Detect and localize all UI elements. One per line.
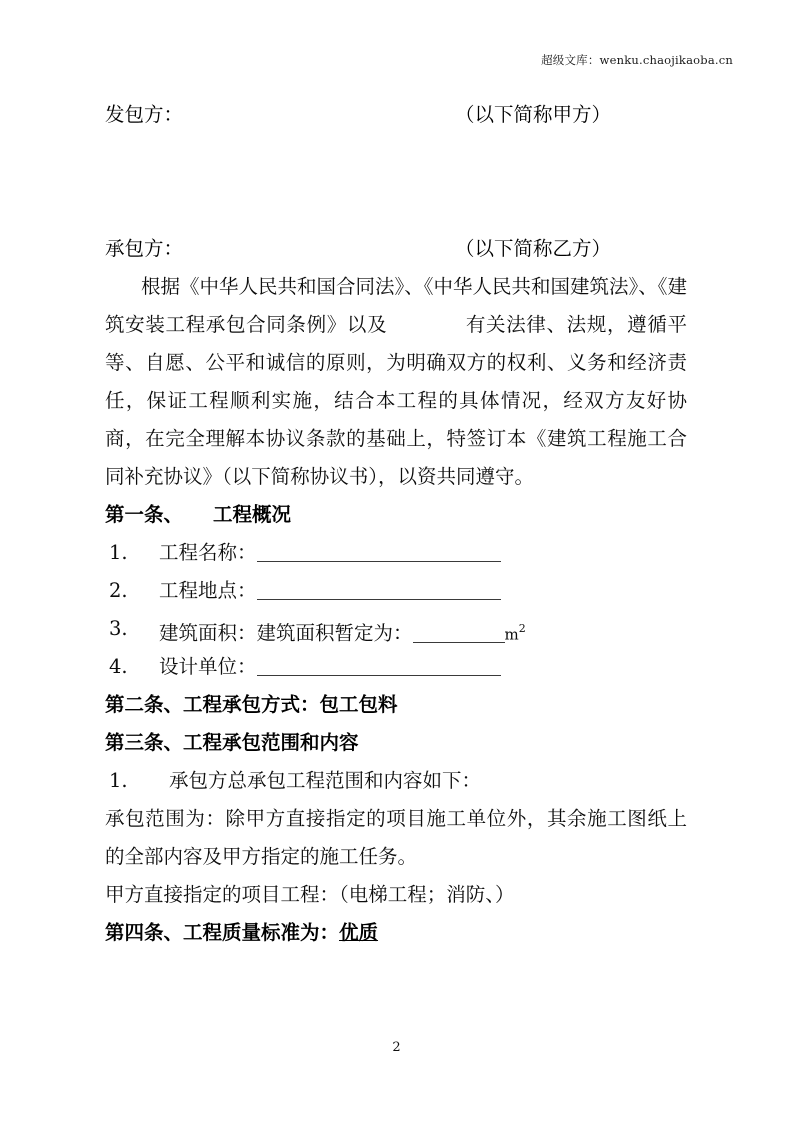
fill-in-blank[interactable]: [257, 658, 501, 676]
article-3-designated-line: 甲方直接指定的项目工程：（电梯工程；消防、）: [105, 883, 515, 906]
item-text: [159, 534, 501, 572]
article-1-heading-title: 工程概况: [213, 503, 292, 526]
article-1-heading-number: 第一条、: [105, 503, 184, 526]
article-4-quality-standard: 优质: [339, 921, 379, 944]
preamble-paragraph: [105, 268, 687, 496]
party-a-note: （以下简称甲方）: [455, 103, 612, 126]
document-body: [105, 96, 687, 952]
item-number: 4.: [109, 655, 128, 678]
item-label: 工程名称：: [159, 541, 257, 564]
party-a-label: 发包方：: [105, 103, 184, 126]
article-2-heading: 第二条、工程承包方式：包工包料: [105, 693, 398, 716]
preamble-segment-1: 根据《中华人民共和国合同法》、《中华人民共和国建筑法》、《建筑安装工程承包合同条例》以及: [105, 275, 688, 336]
article-3-scope-paragraph: 承包范围为：除甲方直接指定的项目施工单位外，其余施工图纸上的全部内容及甲方指定的施工任务。: [105, 807, 687, 868]
page-header-watermark: 超级文库：wenku.chaojikaoba.cn: [541, 53, 733, 67]
party-b-note: （以下简称乙方）: [455, 237, 612, 260]
item-label: 设计单位：: [159, 655, 257, 678]
party-row-a: [105, 96, 687, 134]
item-number: 1.: [109, 541, 128, 564]
area-unit-exponent: 2: [518, 622, 526, 635]
item-number: 3.: [109, 617, 128, 640]
area-unit: m: [504, 625, 519, 644]
item-label: 工程地点：: [159, 579, 257, 602]
fill-in-blank[interactable]: [257, 582, 501, 600]
party-b-label: 承包方：: [105, 237, 184, 260]
article-1-item-3: [105, 610, 687, 648]
article-4-heading: [105, 914, 687, 952]
preamble-segment-2: 有关法律、法规，遵循平等、自愿、公平和诚信的原则，为明确双方的权利、义务和经济责任，保证工程顺利实施，结合本工程的具体情况，经双方友好协商，在完全理解本协议条款的基础上，特签订本《建筑工程施工合同补充协议》（以下简称协议书），以资共同遵守。: [105, 313, 687, 488]
page-number: 2: [392, 1040, 401, 1055]
item-text: 承包方总承包工程范围和内容如下：: [169, 769, 482, 792]
article-4-heading-prefix: 第四条、工程质量标准为：: [105, 921, 340, 944]
article-1-item-4: [105, 648, 687, 686]
item-label: 建筑面积：建筑面积暂定为：: [159, 621, 413, 645]
article-3-item-1: [105, 762, 687, 800]
party-row-b: [105, 230, 687, 268]
article-1-heading: [105, 496, 687, 534]
article-3-heading: 第三条、工程承包范围和内容: [105, 731, 359, 754]
item-number: 1.: [109, 769, 128, 792]
item-text: [159, 648, 501, 686]
article-1-item-2: [105, 572, 687, 610]
article-1-item-1: [105, 534, 687, 572]
party-spacer: [105, 134, 687, 230]
item-text: [159, 610, 526, 654]
item-text: [159, 572, 501, 610]
fill-in-blank[interactable]: [413, 625, 505, 643]
fill-in-blank[interactable]: [257, 544, 501, 562]
item-number: 2.: [109, 579, 128, 602]
